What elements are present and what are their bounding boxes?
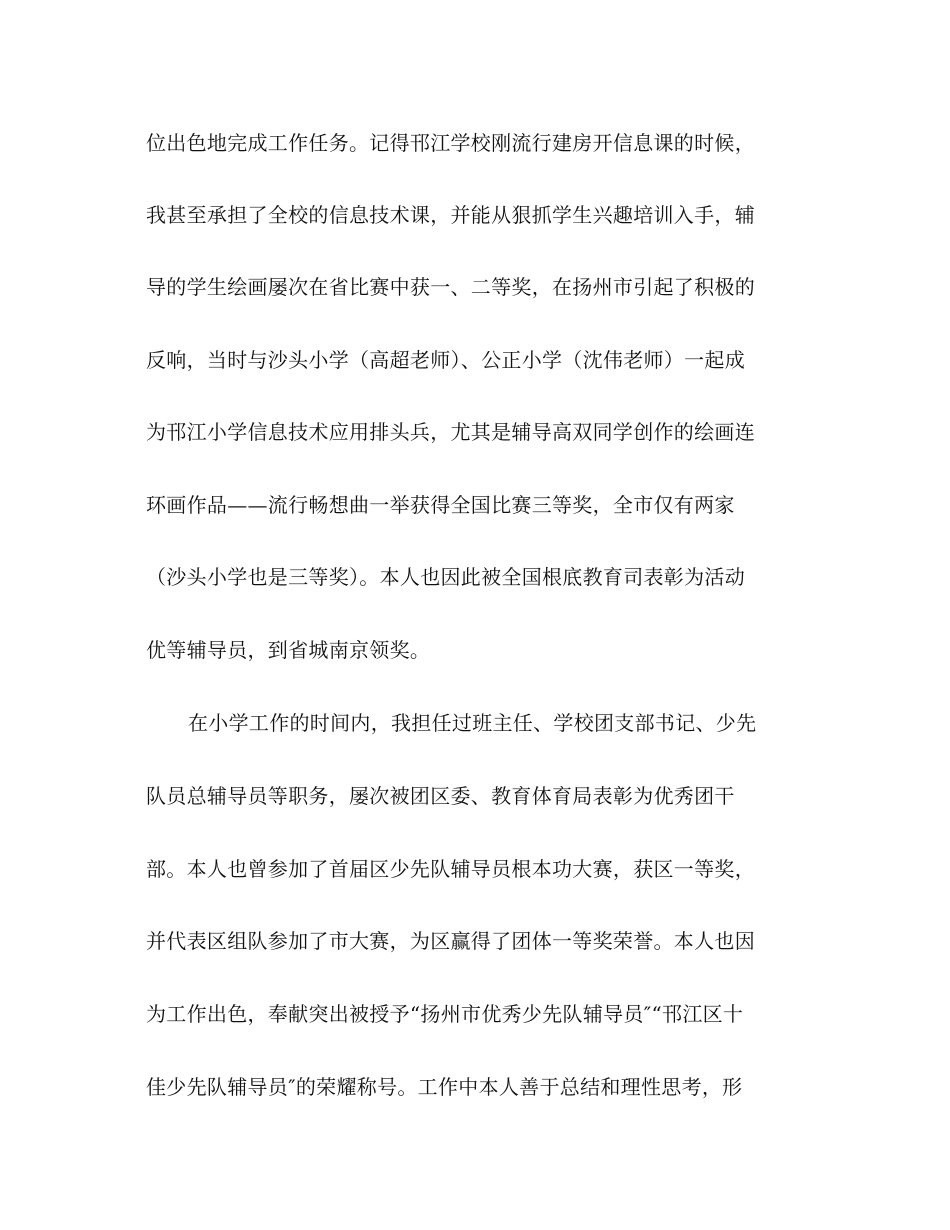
- text-line: （沙头小学也是三等奖）。本人也因此被全国根底教育司表彰为活动: [146, 565, 745, 589]
- text-line: 环画作品——流行畅想曲一举获得全国比赛三等奖，全市仅有两家: [146, 493, 735, 517]
- text-line: 为邗江小学信息技术应用排头兵，尤其是辅导高双同学创作的绘画连: [146, 420, 755, 444]
- text-line: 我甚至承担了全校的信息技术课，并能从狠抓学生兴趣培训入手，辅: [146, 203, 755, 227]
- text-line: 队员总辅导员等职务，屡次被团区委、教育体育局表彰为优秀团干: [146, 784, 735, 808]
- text-line: 佳少先队辅导员″的荣耀称号。工作中本人善于总结和理性思考，形: [146, 1075, 743, 1099]
- text-line: 部。本人也曾参加了首届区少先队辅导员根本功大赛，获区一等奖，: [146, 857, 755, 881]
- text-line: 导的学生绘画屡次在省比赛中获一、二等奖，在扬州市引起了积极的: [146, 275, 755, 299]
- text-line: 反响，当时与沙头小学（高超老师）、公正小学（沈伟老师）一起成: [146, 348, 745, 372]
- text-line: 为工作出色，奉献突出被授予“扬州市优秀少先队辅导员″“邗江区十: [146, 1002, 744, 1026]
- text-line: 位出色地完成工作任务。记得邗江学校刚流行建房开信息课的时候，: [146, 131, 755, 155]
- paragraph-first-line: 在小学工作的时间内，我担任过班主任、学校团支部书记、少先: [188, 711, 757, 735]
- text-line: 并代表区组队参加了市大赛，为区赢得了团体一等奖荣誉。本人也因: [146, 929, 755, 953]
- text-line: 优等辅导员，到省城南京领奖。: [146, 638, 431, 662]
